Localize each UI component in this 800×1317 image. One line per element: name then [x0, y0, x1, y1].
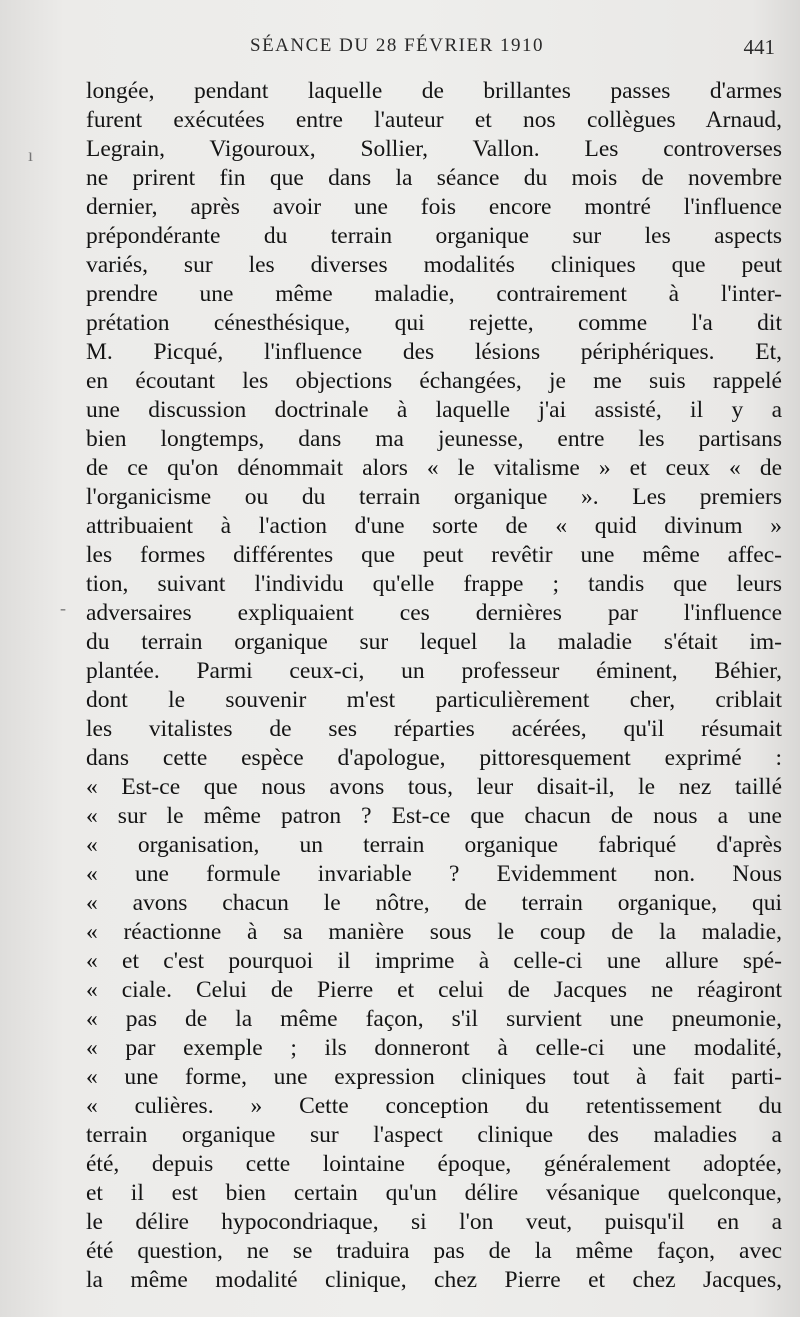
- text-line: les vitalistes de ses réparties acérées, qu'il résumait: [86, 716, 782, 742]
- text-line: l'organicisme ou du terrain organique ». Les premiers: [86, 484, 782, 510]
- text-line: attribuaient à l'action d'une sorte de « quid divinum »: [86, 513, 782, 539]
- text-line: bien longtemps, dans ma jeunesse, entre les partisans: [86, 426, 782, 452]
- text-line: de ce qu'on dénommait alors « le vitalisme » et ceux « de: [86, 455, 782, 481]
- text-line: prendre une même maladie, contrairement à l'inter-: [86, 281, 782, 307]
- text-line: « réactionne à sa manière sous le coup de la maladie,: [86, 919, 782, 945]
- text-line: « sur le même patron ? Est-ce que chacun de nous a une: [86, 803, 782, 829]
- text-line: plantée. Parmi ceux-ci, un professeur éminent, Béhier,: [86, 658, 782, 684]
- text-line: « Est-ce que nous avons tous, leur disait-il, le nez taillé: [86, 774, 782, 800]
- margin-mark: -: [60, 598, 66, 618]
- text-line: et il est bien certain qu'un délire vésanique quelconque,: [86, 1180, 782, 1206]
- text-line: en écoutant les objections échangées, je me suis rappelé: [86, 368, 782, 394]
- text-line: Legrain, Vigouroux, Sollier, Vallon. Les controverses: [86, 136, 782, 162]
- text-line: « et c'est pourquoi il imprime à celle-ci une allure spé-: [86, 948, 782, 974]
- header-title: SÉANCE DU 28 FÉVRIER 1910: [250, 35, 545, 56]
- margin-mark: ı: [28, 145, 34, 165]
- text-line: variés, sur les diverses modalités cliniques que peut: [86, 252, 782, 278]
- text-line: prétation cénesthésique, qui rejette, comme l'a dit: [86, 310, 782, 336]
- text-line: « culières. » Cette conception du retentissement du: [86, 1093, 782, 1119]
- text-line: « organisation, un terrain organique fabriqué d'après: [86, 832, 782, 858]
- text-line: été question, ne se traduira pas de la même façon, avec: [86, 1238, 782, 1264]
- text-line: une discussion doctrinale à laquelle j'ai assisté, il y a: [86, 397, 782, 423]
- text-line: adversaires expliquaient ces dernières par l'influence: [86, 600, 782, 626]
- text-line: « pas de la même façon, s'il survient une pneumonie,: [86, 1006, 782, 1032]
- text-line: du terrain organique sur lequel la maladie s'était im-: [86, 629, 782, 655]
- text-line: « ciale. Celui de Pierre et celui de Jacques ne réagiront: [86, 977, 782, 1003]
- page-number: 441: [743, 35, 775, 59]
- text-line: la même modalité clinique, chez Pierre et chez Jacques,: [86, 1267, 782, 1293]
- text-line: « avons chacun le nôtre, de terrain organique, qui: [86, 890, 782, 916]
- text-line: tion, suivant l'individu qu'elle frappe ; tandis que leurs: [86, 571, 782, 597]
- text-line: terrain organique sur l'aspect clinique des maladies a: [86, 1122, 782, 1148]
- text-line: le délire hypocondriaque, si l'on veut, puisqu'il en a: [86, 1209, 782, 1235]
- text-line: dont le souvenir m'est particulièrement cher, criblait: [86, 687, 782, 713]
- text-line: dans cette espèce d'apologue, pittoresquement exprimé :: [86, 745, 782, 771]
- text-line: furent exécutées entre l'auteur et nos collègues Arnaud,: [86, 107, 782, 133]
- text-line: M. Picqué, l'influence des lésions périphériques. Et,: [86, 339, 782, 365]
- text-line: longée, pendant laquelle de brillantes passes d'armes: [86, 78, 782, 104]
- text-line: les formes différentes que peut revêtir une même affec-: [86, 542, 782, 568]
- running-header: [250, 35, 785, 65]
- text-line: prépondérante du terrain organique sur les aspects: [86, 223, 782, 249]
- text-line: « une forme, une expression cliniques tout à fait parti-: [86, 1064, 782, 1090]
- text-line: « une formule invariable ? Evidemment non. Nous: [86, 861, 782, 887]
- text-line: dernier, après avoir une fois encore montré l'influence: [86, 194, 782, 220]
- text-line: « par exemple ; ils donneront à celle-ci une modalité,: [86, 1035, 782, 1061]
- text-line: ne prirent fin que dans la séance du mois de novembre: [86, 165, 782, 191]
- text-line: été, depuis cette lointaine époque, généralement adoptée,: [86, 1151, 782, 1177]
- body-text: [86, 77, 782, 1295]
